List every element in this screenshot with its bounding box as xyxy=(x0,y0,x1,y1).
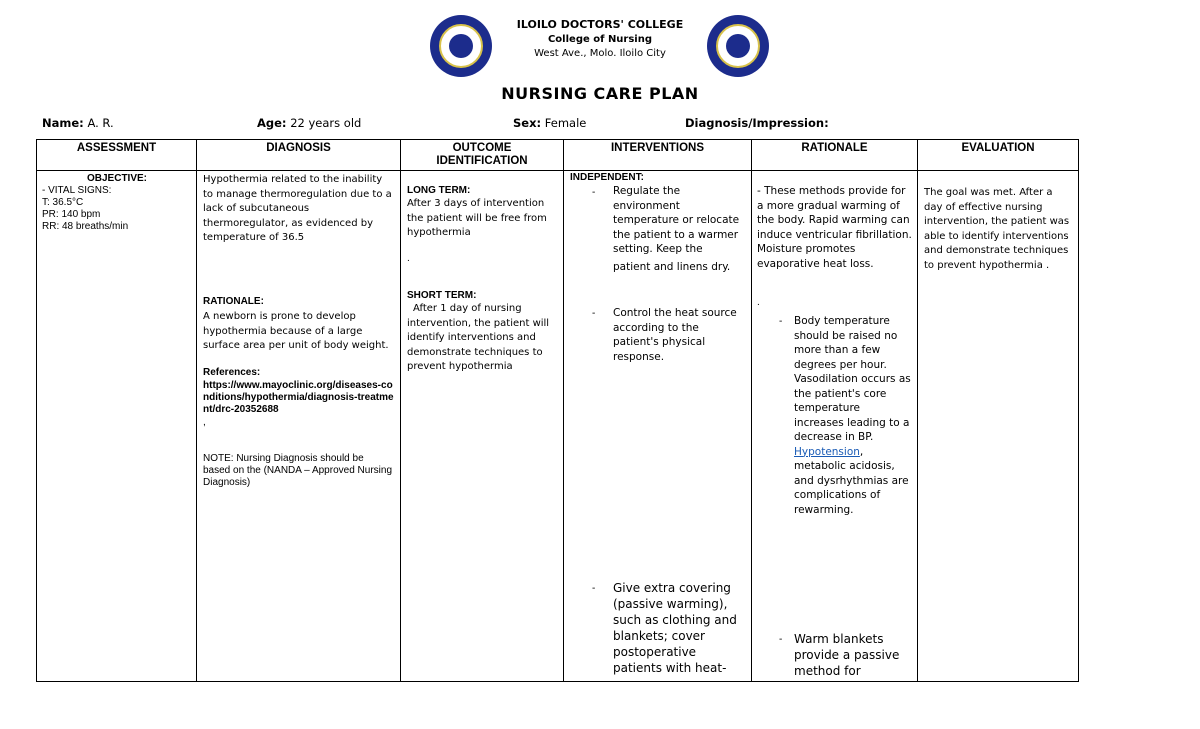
vital-signs-label: - VITAL SIGNS: xyxy=(42,185,112,196)
col-assessment: ASSESSMENT xyxy=(37,140,197,171)
hypotension-link[interactable]: Hypotension xyxy=(794,445,860,458)
vital-pulse-rate: PR: 140 bpm xyxy=(42,209,101,220)
nanda-note: NOTE: Nursing Diagnosis should be based on the (NANDA – Approved Nursing Diagnosis) xyxy=(203,453,392,488)
vital-respiratory-rate: RR: 48 breaths/min xyxy=(42,221,129,232)
seal-inner-ring xyxy=(439,24,483,68)
diagnosis-statement: Hypothermia related to the inability to manage thermoregulation due to a lack of subcutaneous thermoregulator, as evidenced by temperature of 36.5 xyxy=(203,174,392,243)
bullet-marker: - xyxy=(592,583,596,594)
rationale-dot: . xyxy=(757,297,760,308)
bullet-marker: - xyxy=(592,187,596,198)
bullet-marker: - xyxy=(779,634,783,645)
short-term-heading: SHORT TERM: xyxy=(407,290,477,301)
col-rationale: RATIONALE xyxy=(752,140,918,171)
assessment-cell xyxy=(37,171,197,682)
rationale-2: Body temperature should be raised no more than a few degrees per hour. Vasodilation occurs as the patient's core temperature increases leading to a decrease in BP. Hypotension, metabolic acidosis, and dysrhythmias are complications of rewarming. xyxy=(794,315,911,516)
diagnosis-impression-label: Diagnosis/Impression: xyxy=(685,116,829,130)
intervention-1-end: patient and linens dry. xyxy=(613,261,731,273)
patient-sex: Sex: Female xyxy=(513,116,587,130)
intervention-2: Control the heat source according to the patient's physical response. xyxy=(613,307,737,363)
evaluation-text: The goal was met. After a day of effective nursing intervention, the patient was able to identify interventions and demonstrate techniques to prevent hypothermia . xyxy=(924,187,1070,271)
rationale-cell xyxy=(752,171,918,682)
short-term-goal: After 1 day of nursing intervention, the patient will identify interventions and demonstrate techniques to prevent hypothermia xyxy=(407,303,550,372)
objective-heading: OBJECTIVE: xyxy=(86,173,147,184)
page-title: NURSING CARE PLAN xyxy=(501,84,699,103)
college-name: ILOILO DOCTORS' COLLEGE xyxy=(516,18,684,31)
references-heading: References: xyxy=(203,367,261,378)
seal-emblem xyxy=(726,34,750,58)
col-diagnosis: DIAGNOSIS xyxy=(197,140,401,171)
bullet-marker: - xyxy=(779,316,783,327)
college-address: West Ave., Molo. Iloilo City xyxy=(534,48,666,59)
reference-comma: , xyxy=(203,417,206,428)
intervention-1: Regulate the environment temperature or relocate the patient to a warmer setting. Keep the xyxy=(613,185,740,255)
col-outcome: OUTCOME IDENTIFICATION xyxy=(401,140,564,171)
seal-emblem xyxy=(449,34,473,58)
intervention-3: Give extra covering (passive warming), such as clothing and blankets; cover postoperative patients with heat- xyxy=(613,581,737,675)
care-plan-table xyxy=(36,139,1079,682)
long-term-dot: . xyxy=(407,253,410,264)
letterhead xyxy=(480,17,720,61)
evaluation-cell xyxy=(918,171,1079,682)
reference-link[interactable]: https://www.mayoclinic.org/diseases-conditions/hypothermia/diagnosis-treatment/drc-20352688 xyxy=(203,380,394,415)
table-row xyxy=(37,171,1079,682)
patient-age: Age: 22 years old xyxy=(257,116,362,130)
outcome-cell xyxy=(401,171,564,682)
patient-name: Name: A. R. xyxy=(42,116,114,130)
bullet-marker: - xyxy=(592,308,596,319)
department-name: College of Nursing xyxy=(547,34,653,45)
diagnosis-rationale-text: A newborn is prone to develop hypothermia because of a large surface area per unit of body weight. xyxy=(203,311,389,351)
vital-temperature: T: 36.5°C xyxy=(42,197,84,208)
diagnosis-cell xyxy=(197,171,401,682)
long-term-goal: After 3 days of intervention the patient will be free from hypothermia xyxy=(407,198,547,238)
interventions-cell xyxy=(564,171,752,682)
col-interventions: INTERVENTIONS xyxy=(564,140,752,171)
rationale-3: Warm blankets provide a passive method for xyxy=(794,632,900,678)
diagnosis-rationale-heading: RATIONALE: xyxy=(203,296,264,307)
long-term-heading: LONG TERM: xyxy=(407,185,471,196)
seal-inner-ring xyxy=(716,24,760,68)
col-evaluation: EVALUATION xyxy=(918,140,1079,171)
independent-heading: INDEPENDENT: xyxy=(570,172,644,183)
rationale-1: - These methods provide for a more gradual warming of the body. Rapid warming can induce ventricular fibrillation. Moisture promotes evaporative heat loss. xyxy=(757,185,912,270)
table-header-row xyxy=(37,140,1079,171)
